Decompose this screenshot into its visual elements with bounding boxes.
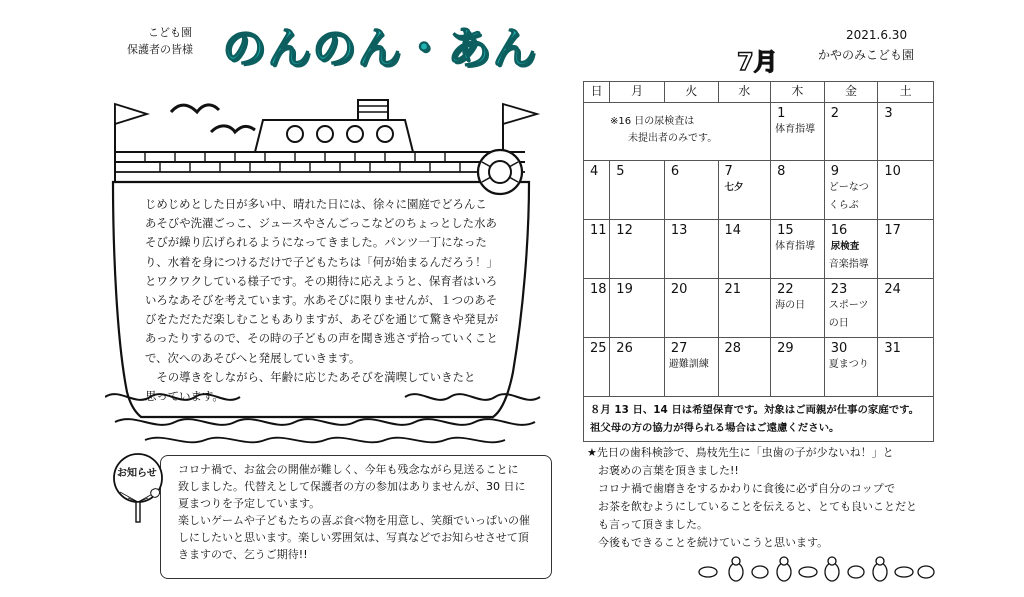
day-event: 海の日 [775, 300, 806, 311]
calendar-day [718, 279, 771, 338]
day-number: 9 [830, 164, 839, 179]
calendar-day [824, 279, 878, 338]
day-event: くらぶ [828, 200, 859, 211]
calendar-day [610, 161, 665, 220]
ship-text-line: びをただただ楽しむこともありますが、あそびを通じて驚きや発見が [145, 312, 499, 327]
day-event: スポーツ [828, 300, 869, 311]
day-number: 8 [777, 164, 786, 179]
calendar-footer-line: ８月 13 日、14 日は希望保育です。対象はご両親が仕事の家庭です。 [590, 404, 920, 416]
dental-line: コロナ禍で歯磨きをするかわりに食後に必ず自分のコップで [587, 482, 896, 495]
weekday-header: 日 [584, 82, 610, 103]
ship-text-line: そびが繰り広げられるようになってきました。パンツ一丁になった [145, 235, 487, 250]
dental-line: 今後もできることを続けていこうと思います。 [587, 536, 829, 549]
day-number: 31 [884, 341, 901, 356]
day-number: 24 [884, 282, 901, 297]
dental-line: ★先日の歯科検診で、鳥枝先生に「虫歯の子が少ないね！」と [587, 446, 894, 459]
notice-line: きますので、乞うご期待!! [178, 548, 308, 561]
calendar-day [878, 220, 934, 279]
calendar-day [771, 279, 825, 338]
notice-line: コロナ禍で、お盆会の開催が難しく、今年も残念ながら見送ることに [178, 463, 519, 476]
notice-line: 楽しいゲームや子どもたちの喜ぶ食べ物を用意し、笑顔でいっぱいの催 [178, 514, 530, 527]
issue-date: 2021.6.30 [846, 28, 908, 42]
day-number: 28 [724, 341, 742, 356]
ship-text-line: じめじめとした日が多い中、晴れた日には、徐々に園庭でどろんこ [145, 197, 487, 211]
day-number: 16 [830, 223, 848, 238]
day-event: 避難訓練 [668, 359, 709, 370]
calendar-day [824, 103, 878, 161]
day-number: 2 [830, 106, 839, 121]
newsletter-title: のんのん・あん [222, 23, 537, 74]
weekday-header: 火 [664, 82, 718, 103]
ship-text-line: いろなあそびを考えています。水あそびに限りませんが、１つのあそ [145, 293, 498, 308]
calendar-day [824, 338, 878, 397]
calendar-day [718, 220, 771, 279]
calendar-day [718, 161, 771, 220]
weekday-header: 水 [718, 82, 771, 103]
day-event: 音楽指導 [828, 259, 869, 270]
calendar-day [584, 338, 610, 397]
calendar-day [664, 279, 718, 338]
day-number: 10 [884, 164, 901, 179]
day-number: 3 [884, 106, 893, 121]
day-event: 尿検査 [830, 241, 860, 252]
day-number: 17 [884, 223, 901, 238]
day-number: 1 [777, 106, 786, 121]
day-number: 4 [590, 164, 599, 179]
weekday-header: 金 [824, 82, 878, 103]
day-number: 20 [670, 282, 688, 297]
calendar-day [584, 161, 610, 220]
dental-line: お茶を飲むようにしていることを伝えると、とても良いことだと [587, 500, 917, 513]
day-event: 夏まつり [828, 359, 869, 370]
day-event: 体育指導 [775, 124, 816, 135]
day-event: 七夕 [724, 182, 744, 193]
calendar-day [718, 338, 771, 397]
calendar-day [878, 103, 934, 161]
day-number: 22 [777, 282, 794, 297]
day-number: 23 [830, 282, 848, 297]
day-number: 29 [777, 341, 794, 356]
calendar-footer-line: 祖父母の方の協力が得られる場合はご遠慮ください。 [590, 422, 840, 434]
calendar-day [584, 279, 610, 338]
day-event: どーなつ [828, 182, 869, 193]
calendar-note-line: ※16 日の尿検査は [610, 116, 695, 127]
dental-line: も言って頂きました。 [587, 518, 708, 531]
ship-text-line: その導きをしながら、年齢に応じたあそびを満喫していきたと [145, 369, 476, 384]
calendar-day [610, 338, 665, 397]
notice-badge: お知らせ [117, 468, 157, 479]
ship-text-line: で、次へのあそびへと発展していきます。 [145, 350, 361, 365]
calendar-day [771, 220, 825, 279]
ship-text-line: あったりするので、その時の子どもの声を聞き逃さず拾っていくこと [145, 331, 498, 346]
notice-line: しにしたいと思います。楽しい雰囲気は、写真などでお知らせさせて頂 [178, 531, 529, 544]
day-number: 11 [590, 223, 607, 238]
weekday-header: 土 [878, 82, 934, 103]
day-number: 14 [724, 223, 742, 238]
day-number: 6 [670, 164, 680, 179]
fan-icon [108, 452, 168, 524]
calendar-day [610, 279, 665, 338]
ship-text-line: 思っています。 [145, 389, 224, 404]
calendar-day [610, 220, 665, 279]
dental-checkup-note [587, 444, 917, 552]
calendar-note-line: 未提出者のみです。 [628, 133, 718, 144]
insect-decoration [698, 556, 938, 586]
day-number: 5 [616, 164, 625, 179]
dental-line: お褒めの言葉を頂きました!! [587, 464, 739, 477]
weekday-header: 月 [610, 82, 665, 103]
recipient-line-2: 保護者の皆様 [127, 43, 193, 56]
calendar-day [664, 161, 718, 220]
day-number: 7 [724, 164, 733, 179]
ship-message [145, 195, 498, 406]
calendar-day [878, 279, 934, 338]
day-number: 30 [830, 341, 848, 356]
calendar-day [771, 103, 825, 161]
calendar-footer-note [584, 397, 934, 442]
calendar-day [824, 161, 878, 220]
day-number: 19 [616, 282, 633, 297]
calendar-day [878, 161, 934, 220]
day-number: 21 [724, 282, 742, 297]
day-event: 体育指導 [775, 241, 816, 252]
calendar-day [584, 220, 610, 279]
day-number: 26 [616, 341, 633, 356]
organization-name: かやのみこども園 [818, 48, 915, 62]
day-number: 15 [777, 223, 794, 238]
calendar-day [771, 161, 825, 220]
calendar-day [664, 338, 718, 397]
notice-line: 夏まつりを予定しています。 [178, 497, 321, 510]
ship-text-line: り、水着を身につけるだけで子どもたちは「何が始まるんだろう！」 [145, 254, 498, 269]
ship-text-line: とワクワクしている様子です。その期待に応えようと、保育者はいろ [145, 273, 498, 288]
calendar-day [878, 338, 934, 397]
day-number: 13 [670, 223, 688, 238]
calendar-day [824, 220, 878, 279]
recipient-line-1: こども園 [148, 26, 192, 39]
weekday-header: 木 [771, 82, 825, 103]
month-label: 7月 [737, 48, 778, 76]
calendar-day [771, 338, 825, 397]
notice-text [178, 461, 530, 563]
ship-text-line: あそびや洗濯ごっこ、ジュースやさんごっこなどのちょっとした水あ [145, 216, 497, 231]
day-number: 18 [590, 282, 607, 297]
calendar-day [664, 220, 718, 279]
day-event: の日 [828, 318, 849, 329]
calendar-note-cell [584, 103, 771, 161]
calendar-table [583, 81, 934, 442]
day-number: 27 [670, 341, 688, 356]
notice-line: 致しました。代替えとして保護者の方の参加はありませんが、30 日に [178, 480, 526, 493]
day-number: 12 [616, 223, 633, 238]
day-number: 25 [590, 341, 607, 356]
